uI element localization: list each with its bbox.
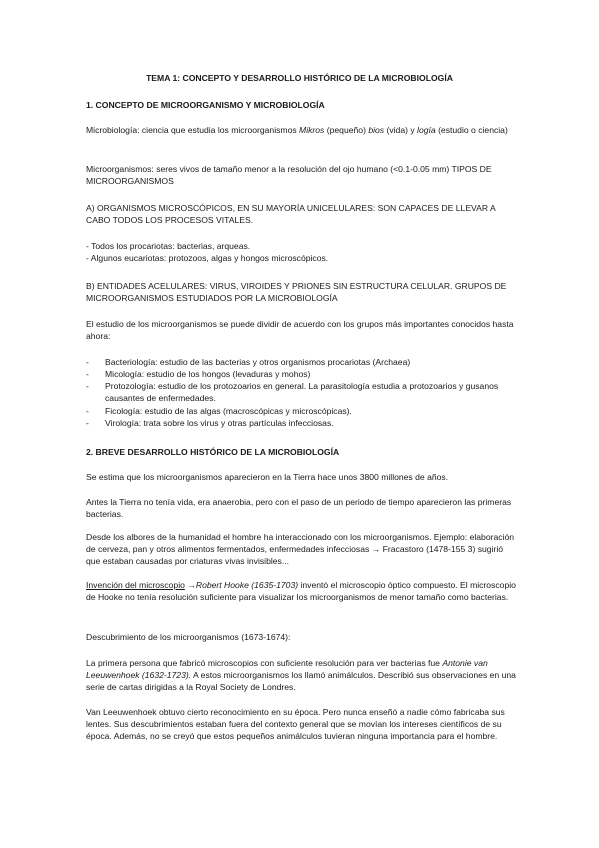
list-item-text: Bacteriología: estudio de las bacterias y otros organismos procariotas (Archaea) <box>105 357 411 367</box>
list-item-text: Micología: estudio de los hongos (levaduras y mohos) <box>105 369 311 379</box>
paragraph-microorganismos: Microorganismos: seres vivos de tamaño menor a la resolución del ojo humano (<0.1-0.05 mm) TIPOS DE MICROORGANISMOS <box>86 164 492 187</box>
list-dash: - <box>86 418 89 428</box>
section-heading-2: 2. BREVE DESARROLLO HISTÓRICO DE LA MICROBIOLOGÍA <box>86 447 340 457</box>
microbiologia-lead: Microbiología: ciencia que estudia los microorganismos <box>86 125 300 135</box>
heading-type-b: B) ENTIDADES ACELULARES: VIRUS, VIROIDES Y PRIONES SIN ESTRUCTURA CELULAR. GRUPOS DE MICROORGANISMOS ESTUDIADOS POR LA MICROBIOLOGÍA <box>86 281 507 304</box>
paragraph-reconocimiento: Van Leeuwenhoek obtuvo cierto reconocimiento en su época. Pero nunca enseñó a nadie cómo fabricaba sus lentes. Sus descubrimientos estaban fuera del contexto general que se movían los intereses científicos de su época. Además, no se creyó que estos pequeños animálculos tuvieran ninguna importancia para el hombre. <box>86 707 505 742</box>
term-mikros: Mikros <box>299 125 325 135</box>
list-dash: - <box>86 369 89 379</box>
logia-gloss: (estudio o ciencia) <box>435 125 508 135</box>
term-bios: bios <box>368 125 385 135</box>
paragraph-antes: Antes la Tierra no tenía vida, era anaerobia, pero con el paso de un periodo de tiempo aparecieron las primeras bacterias. <box>86 497 512 520</box>
arrow-icon: → <box>184 580 196 590</box>
list-eucariotas: - Algunos eucariotas: protozoos, algas y hongos microscópicos. <box>86 253 329 263</box>
heading-descubrimiento: Descubrimiento de los microorganismos (1673-1674): <box>86 632 291 642</box>
list-dash: - <box>86 406 89 416</box>
list-dash: - <box>86 381 89 391</box>
list-dash: - <box>86 357 89 367</box>
robert-hooke-name: Robert Hooke (1635-1703) <box>195 580 299 590</box>
leeuwenhoek-lead: La primera persona que fabricó microscopios con suficiente resolución para ver bacterias fue <box>86 658 443 668</box>
term-logia: logía <box>417 125 436 135</box>
list-item-text: Ficología: estudio de las algas (macroscópicas y microscópicas). <box>105 406 352 416</box>
section-heading-1: 1. CONCEPTO DE MICROORGANISMO Y MICROBIOLOGÍA <box>86 100 325 110</box>
list-item-text: Protozología: estudio de los protozoarios en general. La parasitología estudia a protozoarios y gusanos causantes de enfermedades. <box>105 381 499 404</box>
mikros-gloss: (pequeño) <box>324 125 369 135</box>
paragraph-leeuwenhoek <box>86 657 516 694</box>
leeuwenhoek-rest: A estos microorganismos los llamó animálculos. Describió sus observaciones en una serie de cartas dirigidas a la Royal Society de Londres. <box>86 670 516 693</box>
invencion-microscopio-link[interactable]: Invención del microscopio <box>86 580 185 590</box>
paragraph-estima: Se estima que los microorganismos aparecieron en la Tierra hace unos 3800 millones de años. <box>86 472 449 482</box>
list-item-text: Virología: trata sobre los virus y otras partículas infecciosas. <box>105 418 334 428</box>
invencion-rest: inventó el microscopio óptico compuesto. El microscopio de Hooke no tenía resolución suficiente para visualizar los microorganismos de menor tamaño como bacterias. <box>86 580 516 603</box>
document-title: TEMA 1: CONCEPTO Y DESARROLLO HISTÓRICO DE LA MICROBIOLOGÍA <box>146 73 453 83</box>
leeuwenhoek-name: Antonie van Leeuwenhoek (1632-1723). <box>86 658 488 681</box>
heading-type-a: A) ORGANISMOS MICROSCÓPICOS, EN SU MAYORÍA UNICELULARES: SON CAPACES DE LLEVAR A CABO TODOS LOS PROCESOS VITALES. <box>86 203 496 226</box>
bios-gloss: (vida) y <box>384 125 418 135</box>
paragraph-invencion <box>86 579 516 603</box>
paragraph-albores: Desde los albores de la humanidad el hombre ha interaccionado con los microorganismos. Ejemplo: elaboración de cerveza, pan y otros alimentos fermentados, enfermedades infecciosas → Fracastoro (1478-155 3) sugirió que estaban causadas por criaturas vivas invisibles... <box>86 532 515 567</box>
paragraph-microbiologia <box>86 124 516 136</box>
list-procariotas: - Todos los procariotas: bacterias, arqueas. <box>86 241 251 251</box>
paragraph-grupos-intro: El estudio de los microorganismos se puede dividir de acuerdo con los grupos más importantes conocidos hasta ahora: <box>86 319 514 342</box>
